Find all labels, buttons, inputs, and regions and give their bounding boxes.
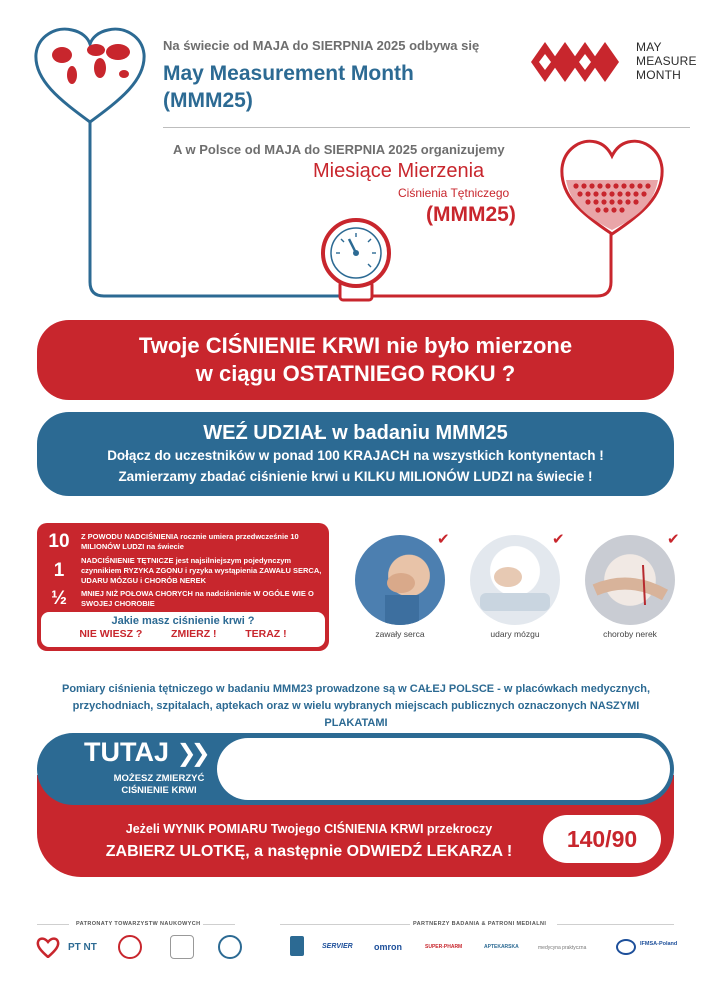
tutaj-sub-line-1: MOŻESZ ZMIERZYĆ [113,773,205,784]
society-round-logo-icon [218,935,242,959]
result-line-2: ZABIERZ ULOTKĘ, a następnie ODWIEDŹ LEKARZA ! [105,843,513,860]
society-heart-logo-icon [36,936,60,958]
footer-rule [203,924,235,925]
participate-title: WEŹ UDZIAŁ w badaniu MMM25 [203,422,508,444]
footer-label-right: PARTNERZY BADANIA & PATRONI MEDIALNI [413,921,547,927]
ask-options [41,627,325,640]
tutaj-subtitle [104,773,214,797]
participate-line-1: Dołącz do uczestników w ponad 100 KRAJACH na wszystkich kontynentach ! [107,448,604,463]
participate-line-2: Zamierzamy zbadać ciśnienie krwi u KILKU MILIONÓW LUDZI na świecie ! [118,469,593,484]
ask-option-measure: ZMIERZ ! [171,628,217,640]
tutaj-label: TUTAJ [84,737,169,767]
tutaj-title [84,737,205,768]
check-icon: ✔ [437,531,450,548]
ifmsa-globe-icon [616,939,636,955]
kidney-dialysis-photo [585,535,675,625]
mmm-logo-text [636,40,697,82]
header-divider [163,127,690,128]
participate-banner [37,412,674,496]
poland-title: Miesiące Mierzenia [313,160,485,182]
locations-info [40,681,672,732]
header-acronym: (MMM25) [163,89,253,112]
apteka-logo: APTEKARSKA [484,944,519,950]
blood-level [566,180,658,230]
poland-intro: A w Polsce od MAJA do SIERPNIA 2025 organizujemy [173,142,505,157]
pressure-gauge-icon [323,220,389,300]
footer-rule [37,924,69,925]
result-line-1: Jeżeli WYNIK POMIARU Twojego CIŚNIENIA KRWI przekroczy [125,822,493,836]
stat-row [37,555,329,587]
ptnt-logo: PT NT [68,942,97,953]
footer-rule [280,924,410,925]
bp-threshold-badge: 140/90 [543,815,661,863]
stat-number: 1 [53,560,65,581]
mmm-logo-icon [531,40,631,86]
caption-stroke: udary mózgu [490,629,540,639]
stat-number: 10 [48,531,70,552]
ifmsa-logo: IFMSA-Poland [640,941,678,947]
society-emblem-icon [170,935,194,959]
question-line-1: Twoje CIŚNIENIE KRWI nie było mierzone [138,333,573,358]
medycyna-logo: medycyna praktyczna [538,945,587,951]
poland-subtitle: Ciśnienia Tętniczego [398,186,510,200]
footer-rule [557,924,674,925]
header-title: May Measurement Month [163,62,414,85]
heart-attack-photo [355,535,445,625]
ask-option-dont-know: NIE WIESZ ? [79,628,143,640]
ask-box [41,612,325,647]
society-seal-icon [118,935,142,959]
location-stamp-field [217,738,670,800]
info-line-1: Pomiary ciśnienia tętniczego w badaniu MMM23 prowadzone są w CAŁEJ POLSCE - w placówkach medycznych, [61,683,651,695]
logo-line-2: MEASURE [636,54,697,68]
servier-logo: SERVIER [322,943,353,950]
ministry-logo-icon [290,936,304,956]
omron-logo: omron [374,942,402,952]
footer-label-left: PATRONATY TOWARZYSTW NAUKOWYCH [76,921,201,927]
stat-text: MNIEJ NIŻ POŁOWA CHORYCH na nadciśnienie W OGÓLE WIE O SWOJEJ CHOROBIE [81,589,314,608]
superpharm-logo: SUPER-PHARM [425,944,463,950]
double-chevron-icon: ❯❯ [176,740,205,767]
red-tube [372,234,611,296]
ask-question: Jakie masz ciśnienie krwi ? [111,615,255,627]
check-icon: ✔ [667,531,680,548]
check-icon: ✔ [552,531,565,548]
stroke-photo [470,535,560,625]
header-intro: Na świecie od MAJA do SIERPNIA 2025 odbywa się [163,38,480,53]
tutaj-sub-line-2: CIŚNIENIE KRWI [121,785,197,796]
logo-line-1: MAY [636,40,662,54]
stat-row [37,587,329,611]
stat-text: Z POWODU NADCIŚNIENIA rocznie umiera przedwcześnie 10 MILIONÓW LUDZI na świecie [81,532,299,551]
ask-option-now: TERAZ ! [245,628,287,640]
question-banner [37,320,674,400]
logo-line-3: MONTH [636,68,681,82]
question-line-2: w ciągu OSTATNIEGO ROKU ? [195,361,516,386]
poland-acronym: (MMM25) [426,203,516,226]
caption-kidney: choroby nerek [603,629,657,639]
stat-number: ½ [51,588,67,609]
stats-box [37,523,329,651]
stat-text: NADCIŚNIENIE TĘTNICZE jest najsilniejszym pojedynczym czynnikiem RYZYKA ZGONU i ryzyka wystąpienia ZAWAŁU SERCA, UDARU MÓZGU i CHORÓB NEREK [81,556,322,585]
info-line-2: przychodniach, szpitalach, aptekach oraz w wielu wybranych miejscach publicznych oznaczonych NASZYMI PLAKATAMI [72,700,640,729]
stat-row [37,529,329,555]
caption-heart-attack: zawały serca [375,629,425,639]
